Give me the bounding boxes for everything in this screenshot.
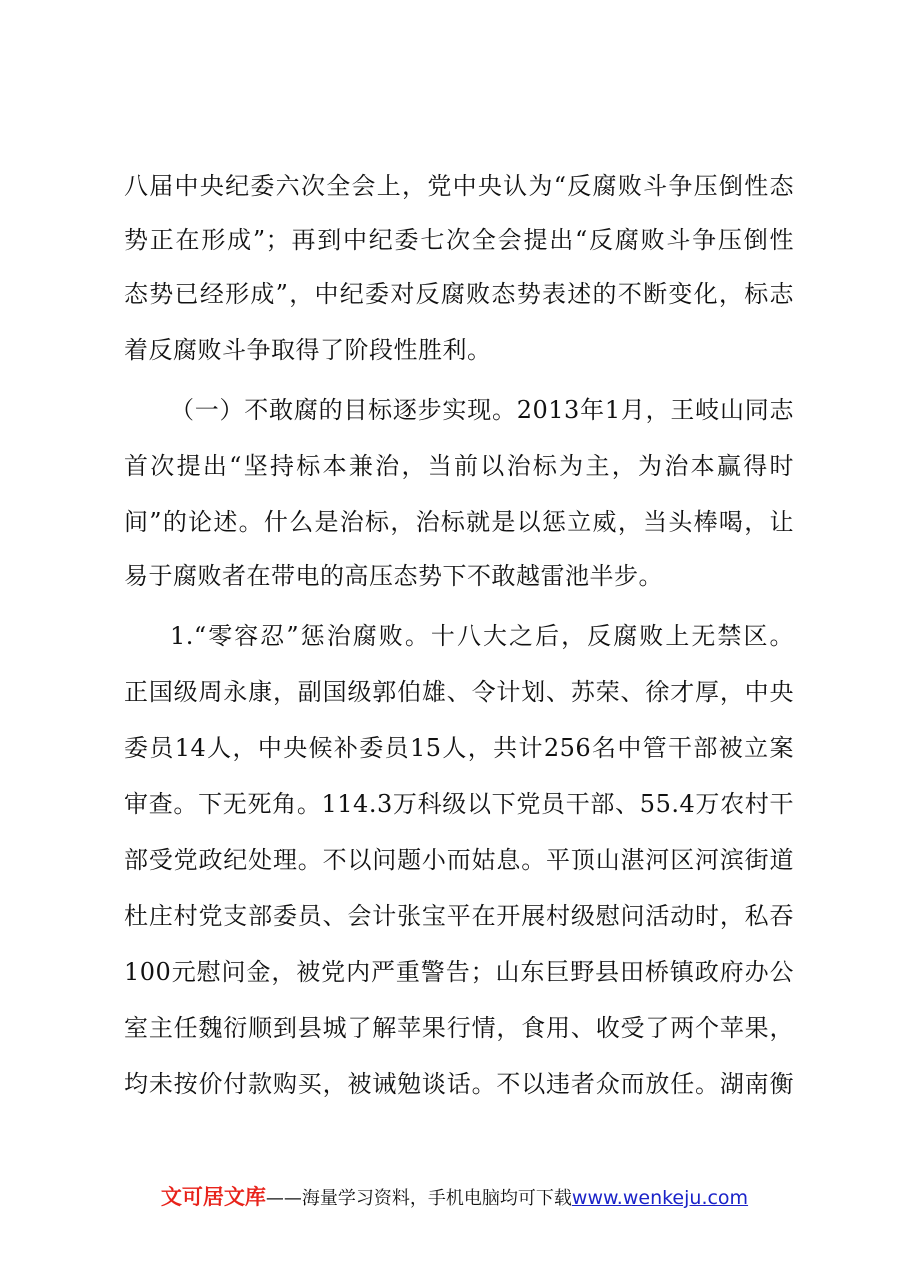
text-line-10: 正国级周永康，副国级郭伯雄、令计划、苏荣、徐才厚，中央 (124, 678, 794, 706)
text-line-17: 均未按价付款购买，被诫勉谈话。不以违者众而放任。湖南衡 (124, 1070, 794, 1098)
text-line-16: 室主任魏衍顺到县城了解苹果行情，食用、收受了两个苹果， (124, 1014, 794, 1042)
text-line-1: 八届中央纪委六次全会上，党中央认为“反腐败斗争压倒性态 (124, 172, 794, 200)
text-line-3: 态势已经形成”，中纪委对反腐败态势表述的不断变化，标志 (124, 280, 794, 308)
text-line-4: 着反腐败斗争取得了阶段性胜利。 (124, 336, 492, 364)
text-line-11: 委员14人，中央候补委员15人，共计256名中管干部被立案 (124, 734, 794, 762)
text-line-7: 间”的论述。什么是治标，治标就是以惩立威，当头棒喝，让 (124, 508, 794, 536)
text-line-2: 势正在形成”；再到中纪委七次全会提出“反腐败斗争压倒性 (124, 226, 794, 254)
text-line-6: 首次提出“坚持标本兼治，当前以治标为主，为治本赢得时 (124, 452, 794, 480)
text-line-13: 部受党政纪处理。不以问题小而姑息。平顶山湛河区河滨街道 (124, 846, 794, 874)
text-line-14: 杜庄村党支部委员、会计张宝平在开展村级慰问活动时，私吞 (124, 902, 794, 930)
section-heading-line: （一）不敢腐的目标逐步实现。2013年1月，王岐山同志 (170, 396, 794, 424)
subsection-line: 1.“零容忍”惩治腐败。十八大之后，反腐败上无禁区。 (170, 622, 794, 650)
footer-brand: 文可居文库 (160, 1185, 266, 1209)
text-line-15: 100元慰问金，被党内严重警告；山东巨野县田桥镇政府办公 (124, 958, 794, 986)
footer-slogan: ——海量学习资料，手机电脑均可下载 (265, 1188, 572, 1209)
footer-url-link[interactable]: www.wenkeju.com (571, 1187, 749, 1209)
text-line-8: 易于腐败者在带电的高压态势下不敢越雷池半步。 (124, 562, 663, 590)
text-line-12: 审查。下无死角。114.3万科级以下党员干部、55.4万农村干 (124, 790, 794, 818)
footer-banner (0, 1180, 909, 1214)
